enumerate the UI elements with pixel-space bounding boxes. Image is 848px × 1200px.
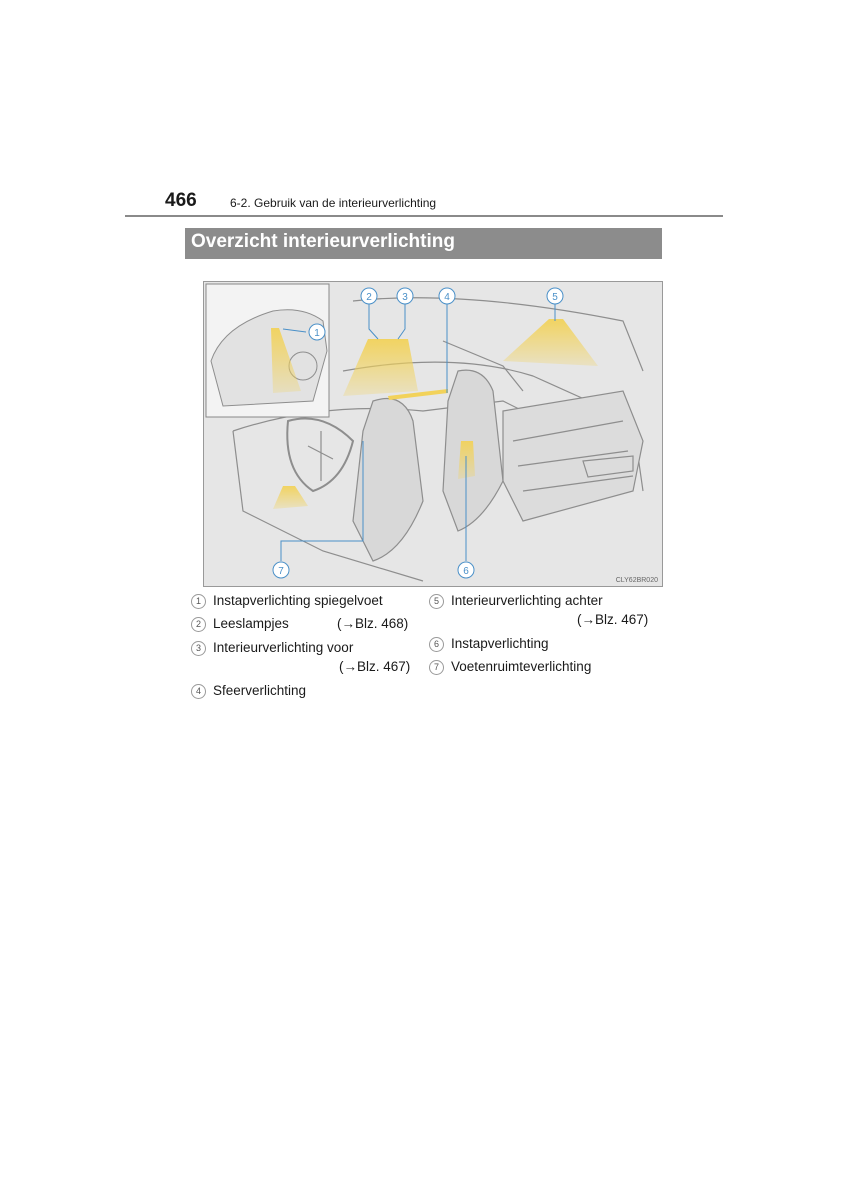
callout-4: 4 [444,292,450,303]
callout-2: 2 [366,292,372,303]
legend-label: Voetenruimteverlichting [451,659,592,674]
legend-number: 1 [191,594,206,609]
running-header: 6-2. Gebruik van de interieurverlichting [230,196,437,210]
legend-number: 3 [191,641,206,656]
legend-number: 5 [429,594,444,609]
legend-label: Instapverlichting spiegelvoet [213,593,383,608]
callout-6: 6 [463,566,469,577]
section-title: Overzicht interieurverlichting [191,231,455,252]
legend-label: Interieurverlichting achter [451,593,603,608]
figure-code: CLY62BR020 [615,577,658,584]
legend-page-reference: (→Blz. 467) [577,612,649,627]
callout-5: 5 [552,292,558,303]
interior-lighting-figure [203,281,663,587]
legend-page-reference: (→Blz. 467) [339,659,411,674]
callout-7: 7 [278,566,284,577]
legend-label: Leeslampjes [213,616,289,631]
legend-label: Sfeerverlichting [213,683,307,698]
legend-number: 6 [429,637,444,652]
legend-label: Instapverlichting [451,636,549,651]
legend-number: 7 [429,660,444,675]
page-number: 466 [165,190,197,211]
exterior-inset [206,284,329,417]
legend-number: 2 [191,617,206,632]
legend-page-reference: (→Blz. 468) [337,616,409,631]
legend-label: Interieurverlichting voor [213,640,354,655]
legend-number: 4 [191,684,206,699]
header-divider [125,215,723,217]
callout-1: 1 [314,328,320,339]
callout-3: 3 [402,292,408,303]
section-title-bar [185,228,662,259]
